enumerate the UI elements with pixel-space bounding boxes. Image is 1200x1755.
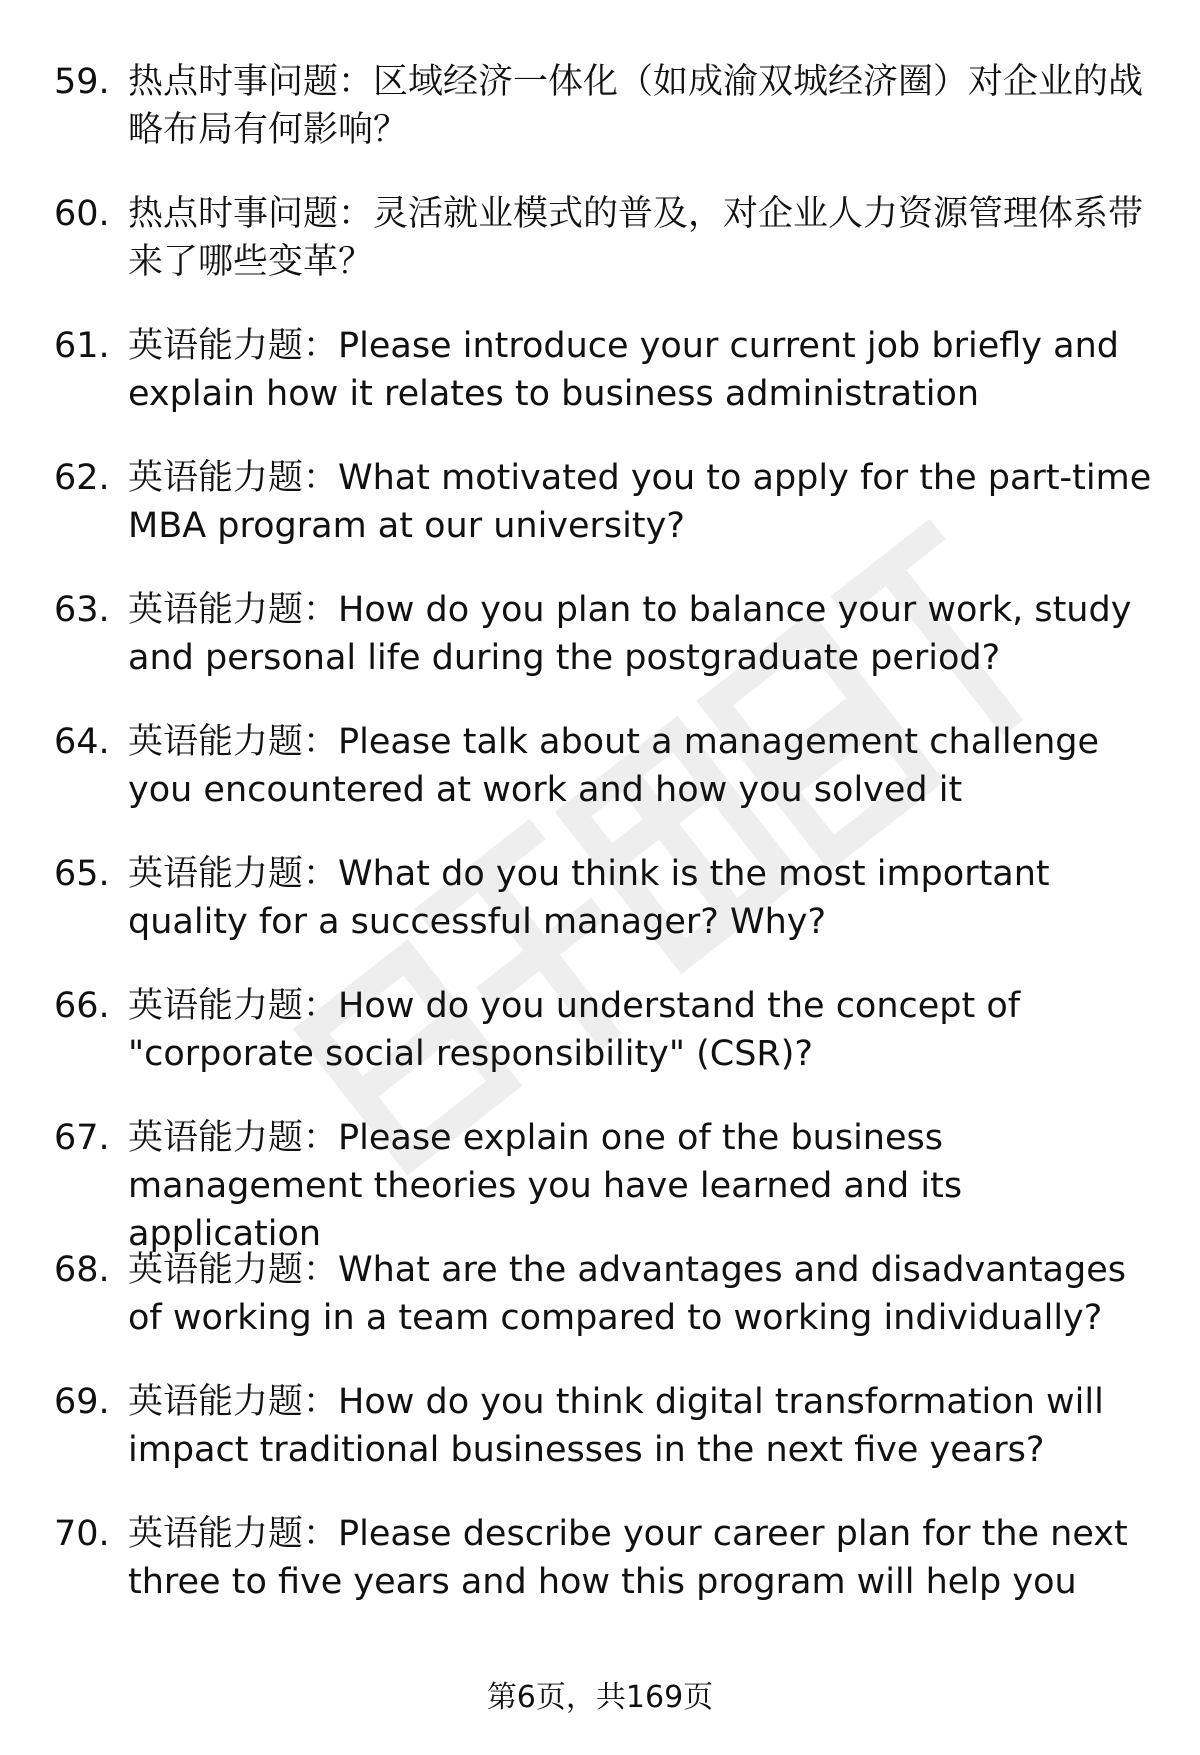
question-category: 英语能力题： <box>128 986 339 1026</box>
question-number: 67. <box>54 1118 110 1158</box>
question-item <box>0 1510 1200 1642</box>
question-item <box>0 58 1200 190</box>
question-body: 灵活就业模式的普及，对企业人力资源管理体系带来了哪些变革？ <box>128 194 1144 282</box>
question-category: 英语能力题： <box>128 722 339 762</box>
question-number: 61. <box>54 326 110 366</box>
question-category: 英语能力题： <box>128 458 339 498</box>
question-text <box>128 190 1158 286</box>
question-category: 英语能力题： <box>128 326 339 366</box>
question-category: 英语能力题： <box>128 1250 339 1290</box>
question-item <box>0 1114 1200 1254</box>
question-category: 英语能力题： <box>128 854 339 894</box>
question-list <box>0 58 1200 1642</box>
question-category: 英语能力题： <box>128 590 339 630</box>
question-body: Please explain one of the business management theories you have learned and its application <box>128 1118 963 1254</box>
question-item <box>0 190 1200 322</box>
question-body: What are the advantages and disadvantages of working in a team compared to working individually? <box>128 1250 1126 1338</box>
question-body: 区域经济一体化（如成渝双城经济圈）对企业的战略布局有何影响？ <box>128 62 1144 150</box>
question-number: 69. <box>54 1382 110 1422</box>
question-body: How do you think digital transformation will impact traditional businesses in the next five years? <box>128 1382 1104 1470</box>
question-body: What motivated you to apply for the part-time MBA program at our university? <box>128 458 1152 546</box>
question-item <box>0 1246 1200 1378</box>
question-text <box>128 718 1158 814</box>
question-category: 英语能力题： <box>128 1514 339 1554</box>
question-number: 70. <box>54 1514 110 1554</box>
question-body: Please talk about a management challenge you encountered at work and how you solved it <box>128 722 1100 810</box>
question-number: 59. <box>54 62 110 102</box>
question-text <box>128 454 1158 550</box>
question-number: 62. <box>54 458 110 498</box>
question-number: 68. <box>54 1250 110 1290</box>
question-body: Please describe your career plan for the next three to five years and how this program will help you <box>128 1514 1128 1602</box>
question-text <box>128 586 1158 682</box>
question-text <box>128 1378 1158 1474</box>
question-item <box>0 586 1200 718</box>
question-number: 63. <box>54 590 110 630</box>
question-item <box>0 454 1200 586</box>
question-body: How do you plan to balance your work, study and personal life during the postgraduate period? <box>128 590 1132 678</box>
question-category: 英语能力题： <box>128 1118 339 1158</box>
question-text <box>128 1114 1158 1258</box>
question-text <box>128 1510 1158 1606</box>
question-item <box>0 322 1200 454</box>
question-item <box>0 850 1200 982</box>
question-body: What do you think is the most important quality for a successful manager? Why? <box>128 854 1050 942</box>
question-body: How do you understand the concept of "corporate social responsibility" (CSR)? <box>128 986 1021 1074</box>
question-category: 热点时事问题： <box>128 62 374 102</box>
question-number: 60. <box>54 194 110 234</box>
question-text <box>128 58 1158 154</box>
question-category: 热点时事问题： <box>128 194 374 234</box>
question-body: Please introduce your current job briefly and explain how it relates to business administration <box>128 326 1119 414</box>
question-item <box>0 1378 1200 1510</box>
question-item <box>0 982 1200 1114</box>
question-text <box>128 850 1158 946</box>
question-text <box>128 1246 1158 1342</box>
page-indicator: 第6页，共169页 <box>486 1680 714 1715</box>
question-number: 65. <box>54 854 110 894</box>
question-number: 64. <box>54 722 110 762</box>
question-number: 66. <box>54 986 110 1026</box>
question-category: 英语能力题： <box>128 1382 339 1422</box>
question-text <box>128 322 1158 418</box>
question-text <box>128 982 1158 1078</box>
question-item <box>0 718 1200 850</box>
